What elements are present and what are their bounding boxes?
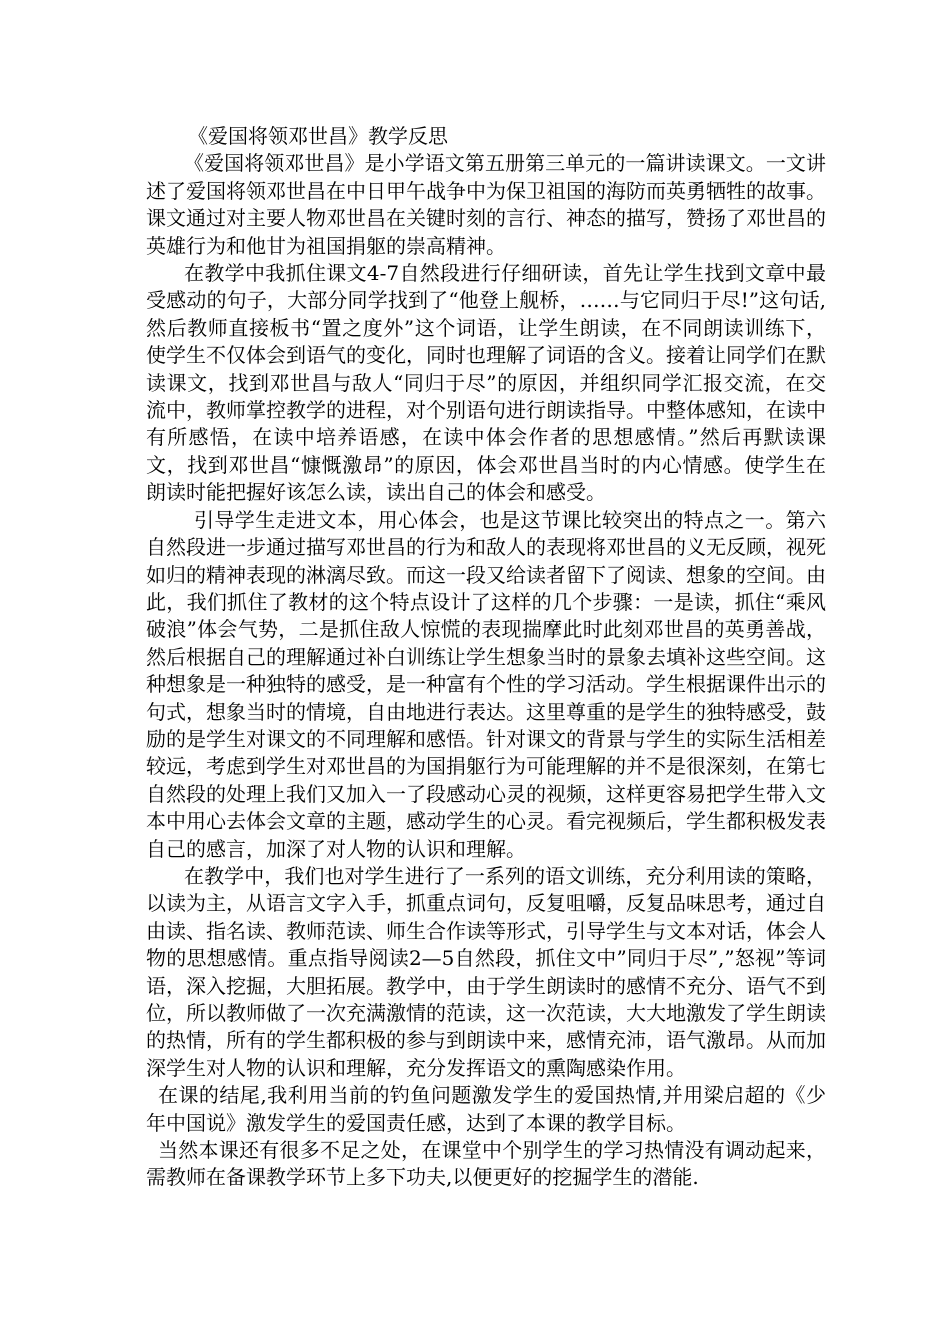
paragraph-language-training: 在教学中，我们也对学生进行了一系列的语文训练，充分利用读的策略，以读为主，从语言文字入手，抓重点词句，反复咀嚼，反复品味思考，通过自由读、指名读、教师范读、师生合作读等形式，引导学生与文本对话，体会人物的思想感情。重点指导阅读2—5自然段，抓住文中”同归于尽”,”怒视”等词语，深入挖掘，大胆拓展。教学中，由于学生朗读时的感情不充分、语气不到位，所以教师做了一次充满激情的范读，这一次范读，大大地激发了学生朗读的热情，所有的学生都积极的参与到朗读中来，感情充沛，语气激昂。从而加深学生对人物的认识和理解，充分发挥语文的熏陶感染作用。 [146,863,826,1080]
document-title: 《爱国将领邓世昌》教学反思 [188,124,448,148]
document-body [146,123,826,1192]
paragraph-reading-focus: 在教学中我抓住课文4-7自然段进行仔细研读，首先让学生找到文章中最受感动的句子，大部分同学找到了“他登上舰桥，……与它同归于尽!”这句话,然后教师直接板书“置之度外”这个词语，让学生朗读，在不同朗读训练下，使学生不仅体会到语气的变化，同时也理解了词语的含义。接着让同学们在默读课文，找到邓世昌与敌人“同归于尽”的原因，并组织同学汇报交流，在交流中，教师掌控教学的进程，对个别语句进行朗读指导。中整体感知，在读中有所感悟，在读中培养语感，在读中体会作者的思想感情。”然后再默读课文，找到邓世昌“慷慨激昂”的原因，体会邓世昌当时的内心情感。使学生在朗读时能把握好该怎么读，读出自己的体会和感受。 [146,261,826,505]
paragraph-text-engagement: 引导学生走进文本，用心体会，也是这节课比较突出的特点之一。第六自然段进一步通过描写邓世昌的行为和敌人的表现将邓世昌的义无反顾，视死如归的精神表现的淋漓尽致。而这一段又给读者留下了阅读、想象的空间。由此，我们抓住了教材的这个特点设计了这样的几个步骤：一是读，抓住“乘风破浪”体会气势，二是抓住敌人惊慌的表现揣摩此时此刻邓世昌的英勇善战，然后根据自己的理解通过补白训练让学生想象当时的景象去填补这些空间。这种想象是一种独特的感受，是一种富有个性的学习活动。学生根据课件出示的句式，想象当时的情境，自由地进行表达。这里尊重的是学生的独特感受，鼓励的是学生对课文的不同理解和感悟。针对课文的背景与学生的实际生活相差较远，考虑到学生对邓世昌的为国捐躯行为可能理解的并不是很深刻，在第七自然段的处理上我们又加入一了段感动心灵的视频，这样更容易把学生带入文本中用心去体会文章的主题，感动学生的心灵。看完视频后，学生都积极发表自己的感言，加深了对人物的认识和理解。 [146,507,826,861]
paragraph-intro: 《爱国将领邓世昌》是小学语文第五册第三单元的一篇讲读课文。一文讲述了爱国将领邓世昌在中日甲午战争中为保卫祖国的海防而英勇牺牲的故事。课文通过对主要人物邓世昌在关键时刻的言行、神态的描写，赞扬了邓世昌的英雄行为和他甘为祖国捐躯的崇高精神。 [146,151,826,258]
paragraph-conclusion: 在课的结尾,我利用当前的钓鱼问题激发学生的爱国热情,并用梁启超的《少年中国说》激发学生的爱国责任感，达到了本课的教学目标。 [146,1083,826,1135]
paragraph-shortcomings: 当然本课还有很多不足之处，在课堂中个别学生的学习热情没有调动起来，需教师在备课教学环节上多下功夫,以便更好的挖掘学生的潜能. [146,1138,826,1190]
